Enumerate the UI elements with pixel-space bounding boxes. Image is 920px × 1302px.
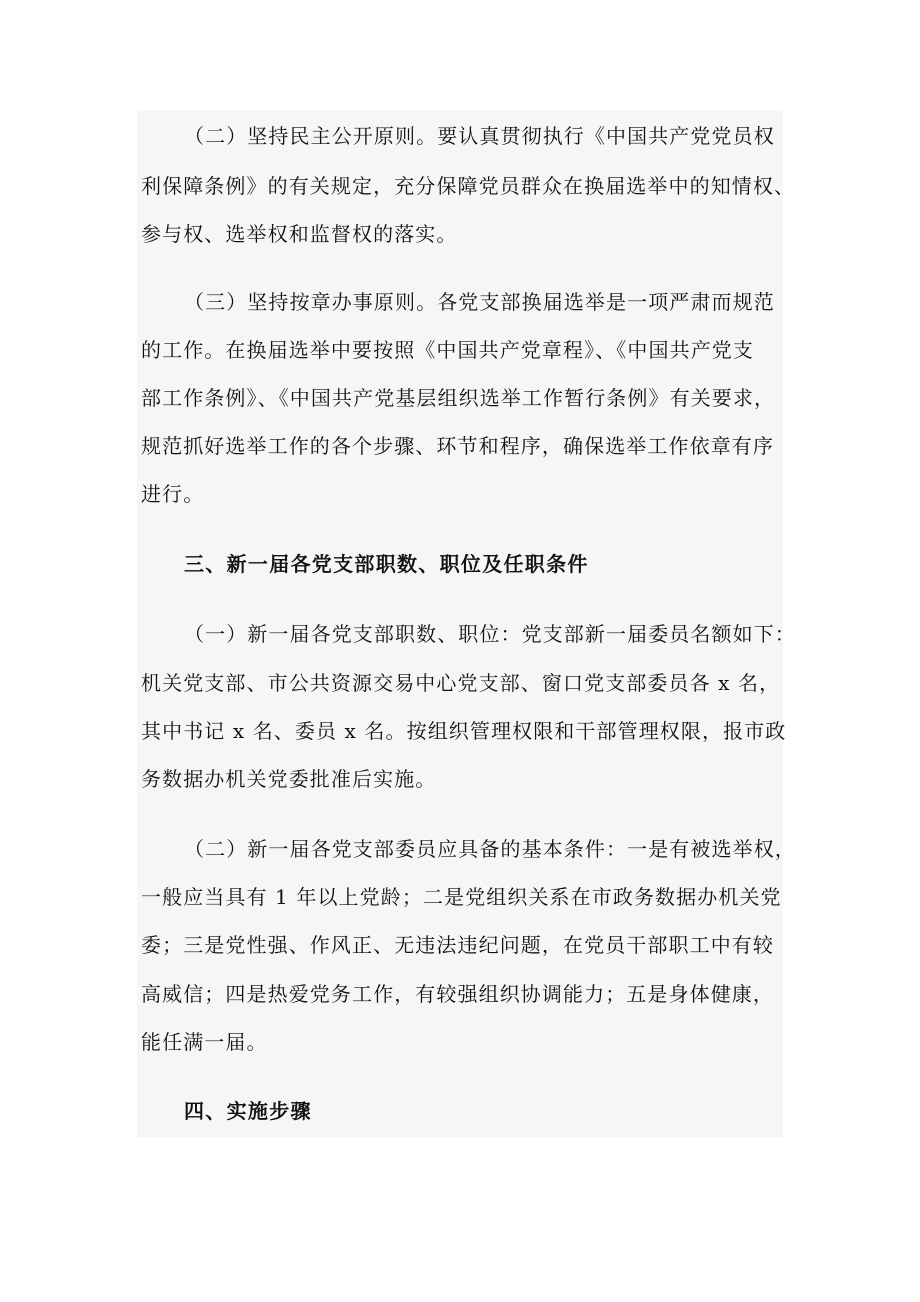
paragraph-democracy-line-3: 参与权、选举权和监督权的落实。 [141, 222, 458, 246]
paragraph-conditions-line-3: 委；三是党性强、作风正、无违法违纪问题，在党员干部职工中有较 [141, 933, 774, 957]
paragraph-positions-line-1: （一）新一届各党支部职数、职位：党支部新一届委员名额如下： [184, 622, 796, 646]
paragraph-democracy-line-2: 利保障条例》的有关规定，充分保障党员群众在换届选举中的知情权、 [141, 174, 796, 198]
paragraph-charter-line-3: 部工作条例》、《中国共产党基层组织选举工作暂行条例》有关要求， [141, 386, 776, 410]
paragraph-democracy-line-1: （二）坚持民主公开原则。要认真贯彻执行《中国共产党党员权 [184, 124, 775, 148]
paragraph-conditions-line-4: 高威信；四是热爱党务工作，有较强组织协调能力；五是身体健康， [141, 982, 774, 1006]
paragraph-conditions-line-2: 一般应当具有 1 年以上党龄；二是党组织关系在市政务数据办机关党 [141, 885, 782, 909]
paragraph-charter-line-2: 的工作。在换届选举中要按照《中国共产党章程》、《中国共产党支 [141, 338, 754, 362]
paragraph-positions-line-3: 其中书记 x 名、委员 x 名。按组织管理权限和干部管理权限，报市政 [141, 719, 787, 743]
section-heading-steps: 四、实施步骤 [184, 1099, 312, 1123]
paragraph-positions-line-4: 务数据办机关党委批准后实施。 [141, 767, 437, 791]
paragraph-conditions-line-1: （二）新一届各党支部委员应具备的基本条件：一是有被选举权， [184, 837, 796, 861]
section-heading-positions: 三、新一届各党支部职数、职位及任职条件 [184, 552, 589, 576]
paragraph-charter-line-4: 规范抓好选举工作的各个步骤、环节和程序，确保选举工作依章有序 [141, 434, 774, 458]
paragraph-charter-line-5: 进行。 [141, 482, 205, 506]
paragraph-conditions-line-5: 能任满一届。 [141, 1030, 268, 1054]
paragraph-charter-line-1: （三）坚持按章办事原则。各党支部换届选举是一项严肃而规范 [184, 290, 775, 314]
paragraph-positions-line-2: 机关党支部、市公共资源交易中心党支部、窗口党支部委员各 x 名， [141, 671, 781, 695]
